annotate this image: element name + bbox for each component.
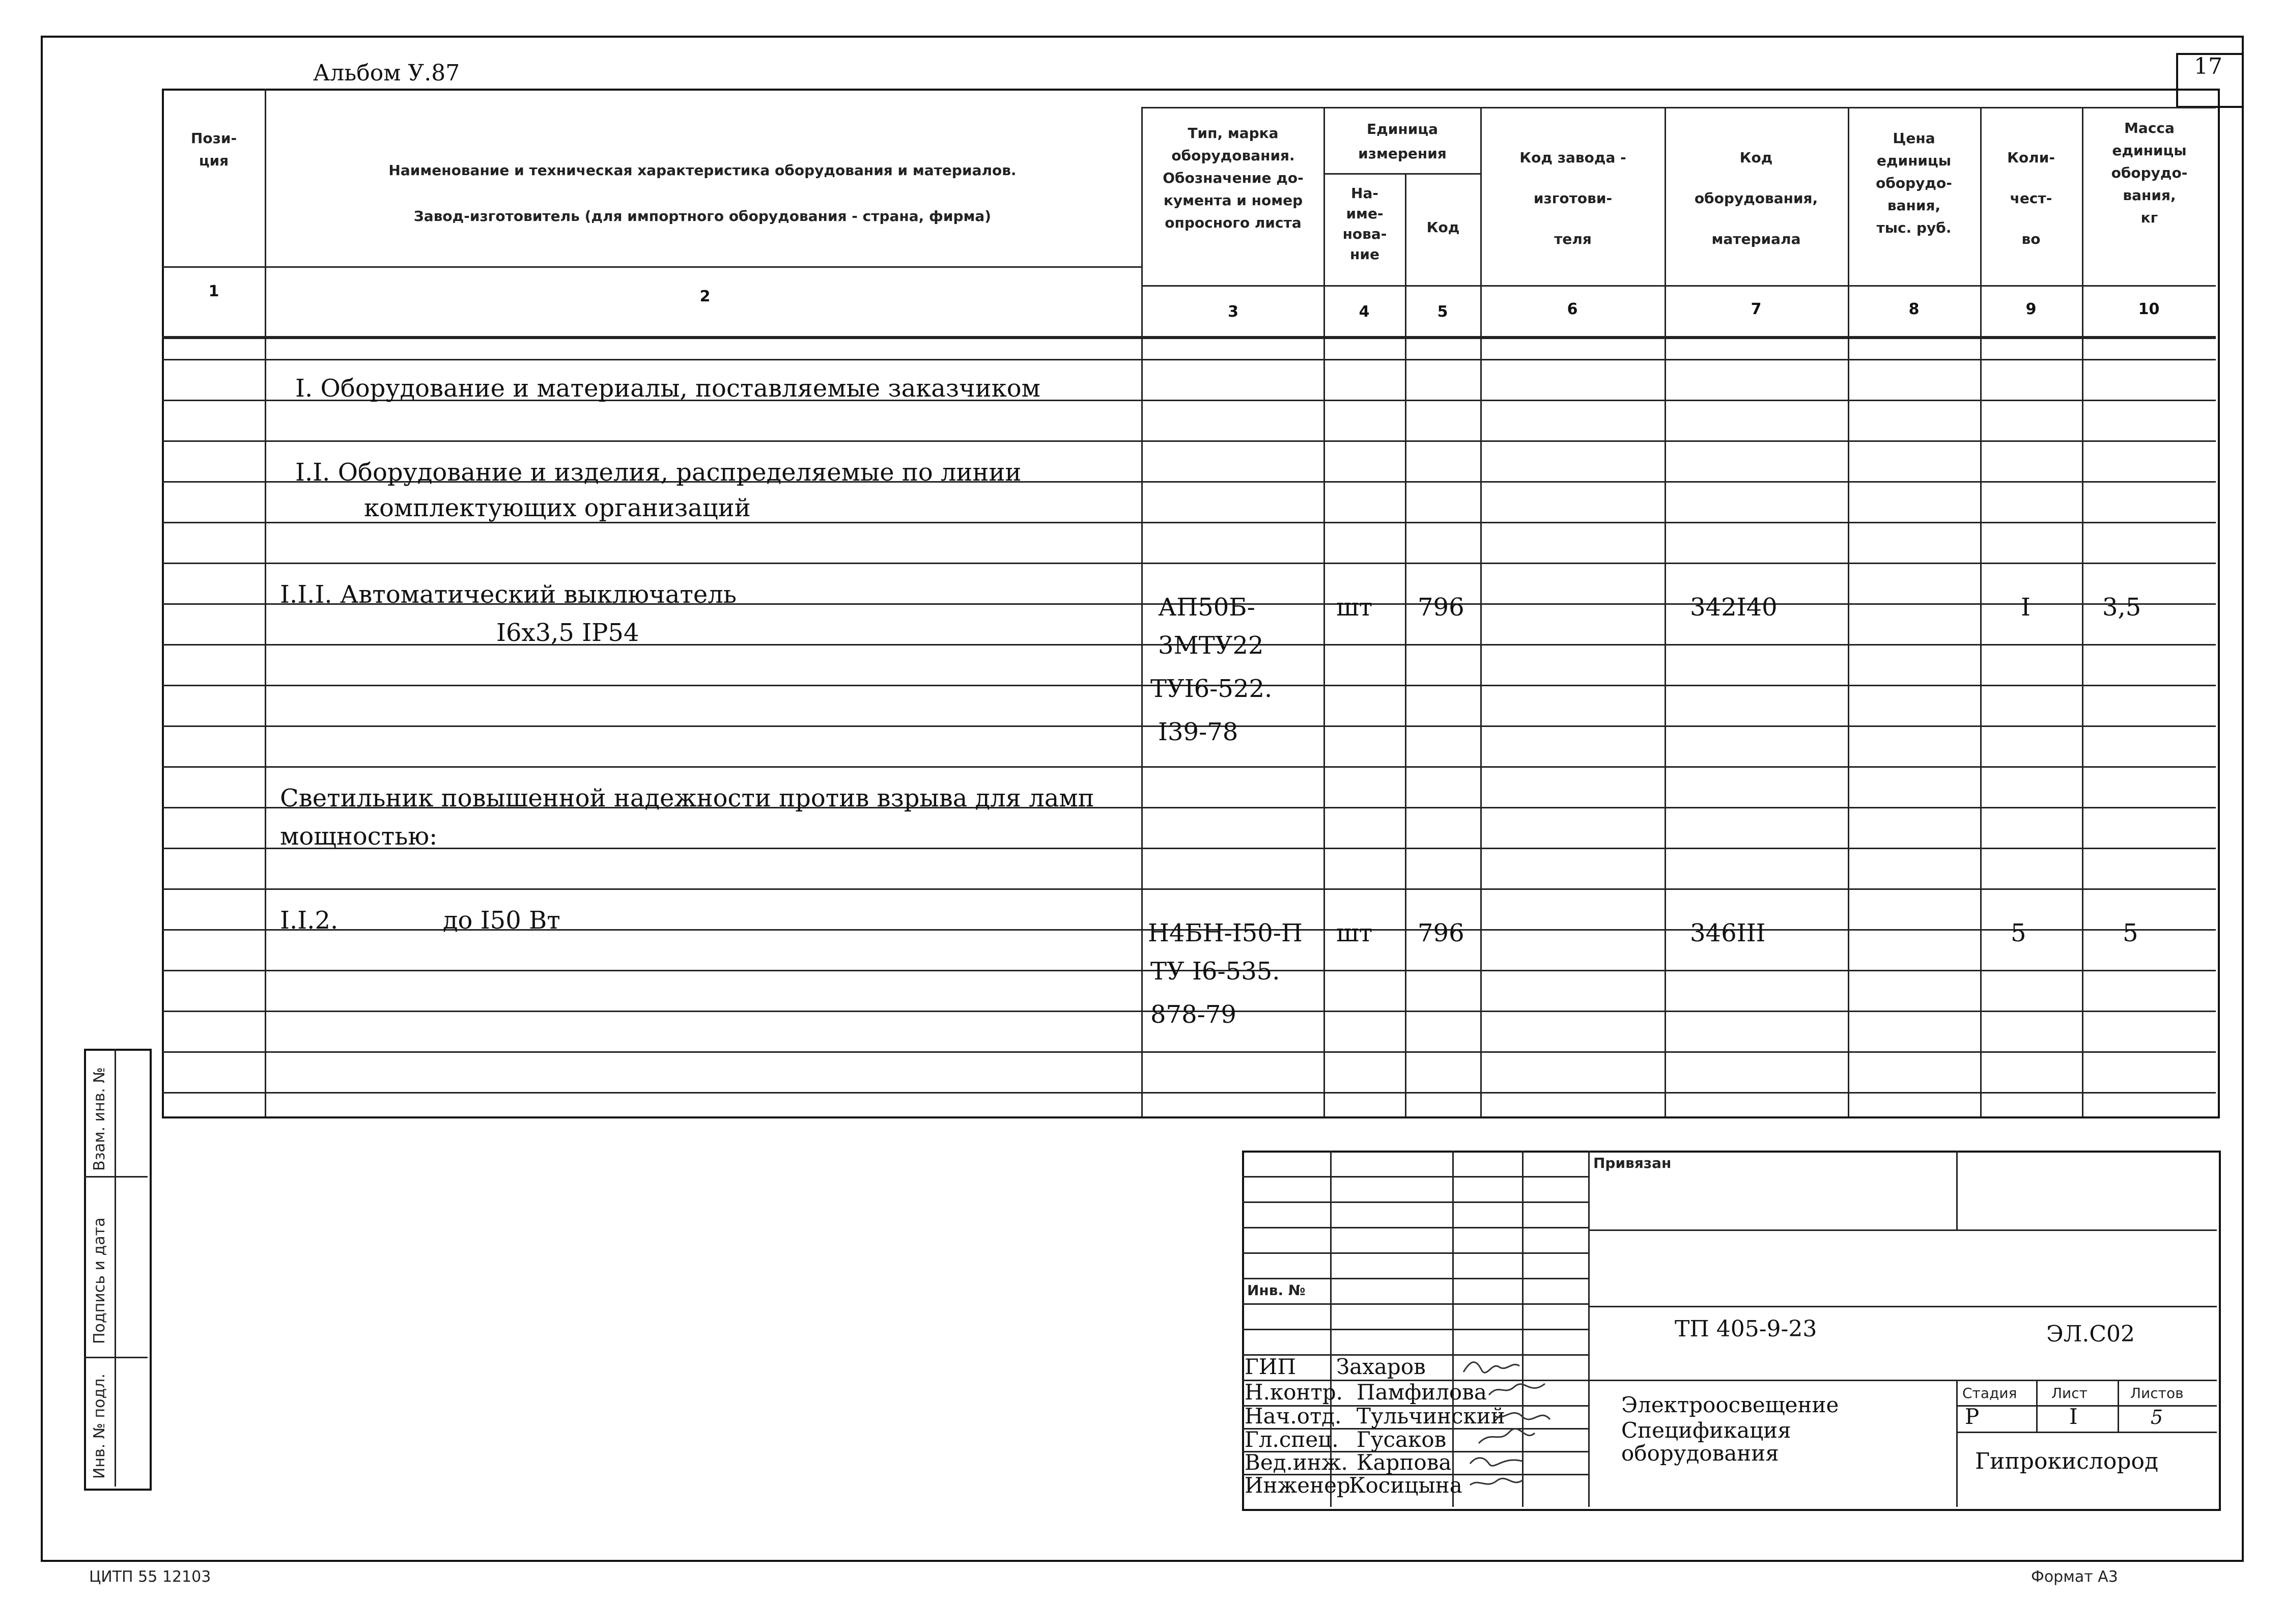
item-type: ТУ I6-535. [1150, 957, 1280, 986]
tb-row [1588, 1229, 2217, 1231]
col-number: 9 [2025, 300, 2037, 318]
item-equip-code: 346III [1690, 919, 1766, 947]
col-line-3 [1323, 107, 1325, 1117]
item-unit: шт [1336, 919, 1373, 947]
header-factory-code: Код завода - изготови- теля [1519, 149, 1626, 247]
tb-sheet-code: ЭЛ.С02 [2046, 1321, 2135, 1347]
tb-privyazan-divider [1956, 1151, 1958, 1229]
page-number: 17 [2194, 53, 2222, 79]
footer-right: Формат A3 [2031, 1568, 2118, 1586]
tb-title-line-1: Электроосвещение [1621, 1392, 1839, 1417]
section-title: I. Оборудование и материалы, поставляемые заказчиком [295, 374, 1040, 403]
album-label: Альбом У.87 [313, 60, 460, 86]
side-stamp-replacement-inv: Взам. инв. № [91, 1067, 108, 1171]
item-type: 3МТУ22 [1158, 631, 1264, 660]
item-position: I.I.2. [280, 906, 339, 935]
tb-role: Вед.инж. [1245, 1450, 1348, 1475]
item-equip-code: 342I40 [1690, 593, 1778, 622]
row-line [162, 440, 2216, 442]
item-type: I39-78 [1158, 718, 1238, 746]
item-unit-code: 796 [1418, 919, 1464, 947]
subsection-title-cont: комплектующих организаций [364, 494, 751, 522]
signature-mark [1486, 1381, 1547, 1399]
col-number: 4 [1359, 303, 1370, 321]
header-position: Пози- ция [190, 130, 237, 169]
footer-left: ЦИТП 55 12103 [89, 1568, 211, 1586]
col-line-7 [1848, 107, 1849, 1117]
col-number: 8 [1908, 300, 1920, 318]
col-number: 6 [1567, 300, 1578, 318]
col-number: 2 [699, 288, 711, 305]
item-mass: 5 [2123, 919, 2138, 947]
tb-left-row [1242, 1227, 1588, 1228]
signature-mark [1461, 1357, 1522, 1375]
tb-stage: Р [1965, 1404, 1980, 1429]
item-type: 878-79 [1150, 1000, 1236, 1029]
group-title: Светильник повышенной надежности против взрыва для ламп [280, 784, 1094, 813]
side-stamp-divider [115, 1049, 116, 1487]
row-line [162, 888, 2216, 890]
row-line [162, 359, 2216, 360]
row-line [162, 1092, 2216, 1094]
tb-person: Захаров [1336, 1354, 1426, 1379]
col-number: 10 [2138, 300, 2160, 318]
tb-person: Гусаков [1357, 1427, 1447, 1452]
item-name: до I50 Вт [443, 906, 560, 935]
tb-inv-no: Инв. № [1247, 1282, 1306, 1299]
signature-mark [1466, 1474, 1527, 1492]
col-number: 3 [1228, 303, 1238, 321]
header-name: Наименование и техническая характеристика оборудования и материалов. Завод-изготовитель (для импортного оборудования - страна, фирма) [388, 162, 1017, 225]
header-unit: Единица измерения [1358, 121, 1447, 162]
col-line-9 [2082, 107, 2083, 1117]
header-mass: Масса единицы оборудо- вания, кг [2111, 120, 2188, 226]
col-line-8 [1980, 107, 1982, 1117]
row-line [162, 563, 2216, 564]
header-unit-name: На- име- нова- ние [1342, 185, 1387, 263]
item-quantity: I [2021, 593, 2031, 622]
tb-role: Инженер [1245, 1473, 1350, 1498]
row-line [162, 766, 2216, 768]
item-name: I.I.I. Автоматический выключатель [280, 580, 737, 609]
tb-row [1588, 1380, 2217, 1381]
tb-title-line-3: оборудования [1621, 1441, 1779, 1466]
item-unit-code: 796 [1418, 593, 1464, 622]
tb-doc-code: ТП 405-9-23 [1675, 1316, 1817, 1342]
header-bottom-line-a [162, 266, 1141, 268]
tb-left-row [1242, 1252, 1588, 1254]
tb-row [1956, 1405, 2217, 1407]
tb-title-line-2: Спецификация [1621, 1418, 1791, 1443]
col-number: 5 [1437, 303, 1448, 321]
col-line-2 [1141, 107, 1143, 1117]
col-line-1 [265, 89, 266, 1117]
header-equipment-code: Код оборудования, материала [1694, 149, 1818, 247]
signature-mark [1476, 1428, 1537, 1446]
tb-left-row [1242, 1176, 1588, 1178]
tb-sheet: I [2069, 1404, 2078, 1429]
tb-divider-main [1588, 1151, 1590, 1507]
tb-sheet-label: Лист [2051, 1385, 2088, 1402]
header-quantity: Коли- чест- во [2007, 149, 2055, 247]
side-stamp-signature-date: Подпись и дата [91, 1217, 108, 1344]
tb-organization: Гипрокислород [1975, 1448, 2159, 1474]
item-spec: I6x3,5 IP54 [496, 619, 639, 647]
tb-row [1956, 1432, 2217, 1433]
tb-person: Тульчинский [1357, 1404, 1505, 1429]
tb-role: Н.контр. [1245, 1380, 1343, 1405]
side-stamp-row [84, 1357, 148, 1358]
item-mass: 3,5 [2102, 593, 2141, 622]
tb-stage-divider [1956, 1380, 1958, 1507]
tb-left-row [1242, 1303, 1588, 1305]
item-type: ТУI6-522. [1150, 675, 1273, 703]
tb-role: Нач.отд. [1245, 1404, 1342, 1429]
side-stamp-inv-podl: Инв. № подл. [91, 1374, 108, 1479]
row-line [162, 1051, 2216, 1053]
group-title-cont: мощностью: [280, 822, 438, 851]
header-unit-divider [1323, 173, 1480, 175]
tb-row [1588, 1306, 2217, 1307]
tb-col [2118, 1380, 2119, 1432]
tb-privyazan: Привязан [1593, 1155, 1672, 1171]
signature-mark [1466, 1451, 1527, 1469]
row-line [162, 848, 2216, 849]
tb-person: Косицына [1349, 1473, 1462, 1498]
tb-role: ГИП [1245, 1354, 1296, 1379]
col-number: 1 [208, 283, 219, 300]
col-line-6 [1665, 107, 1666, 1117]
tb-left-row [1242, 1201, 1588, 1203]
tb-left-row [1242, 1329, 1588, 1330]
item-unit: шт [1336, 593, 1373, 622]
subsection-title: I.I. Оборудование и изделия, распределяемые по линии [295, 458, 1022, 487]
tb-sheets-label: Листов [2130, 1385, 2184, 1402]
side-stamp-row [84, 1176, 148, 1178]
tb-sheets: 5 [2151, 1406, 2163, 1429]
col-number: 7 [1751, 300, 1762, 318]
col-line-5 [1480, 107, 1482, 1117]
tb-role: Гл.спец. [1245, 1427, 1339, 1452]
item-type: Н4БН-I50-П [1148, 919, 1303, 947]
tb-person: Памфилова [1357, 1380, 1487, 1405]
numbers-row-bottom [162, 336, 2216, 339]
item-type: АП50Б- [1158, 593, 1255, 622]
header-top-line [1141, 107, 2216, 108]
signature-mark [1491, 1405, 1553, 1423]
header-type: Тип, марка оборудования. Обозначение до- кумента и номер опросного листа [1163, 125, 1304, 231]
tb-left-row [1242, 1278, 1588, 1279]
tb-stage-label: Стадия [1962, 1385, 2017, 1402]
header-price: Цена единицы оборудо- вания, тыс. руб. [1876, 130, 1952, 236]
header-bottom-line-b [1141, 285, 2216, 287]
header-unit-code: Код [1426, 219, 1460, 236]
tb-col [2036, 1380, 2038, 1432]
item-quantity: 5 [2011, 919, 2026, 947]
tb-person: Карпова [1357, 1450, 1452, 1475]
